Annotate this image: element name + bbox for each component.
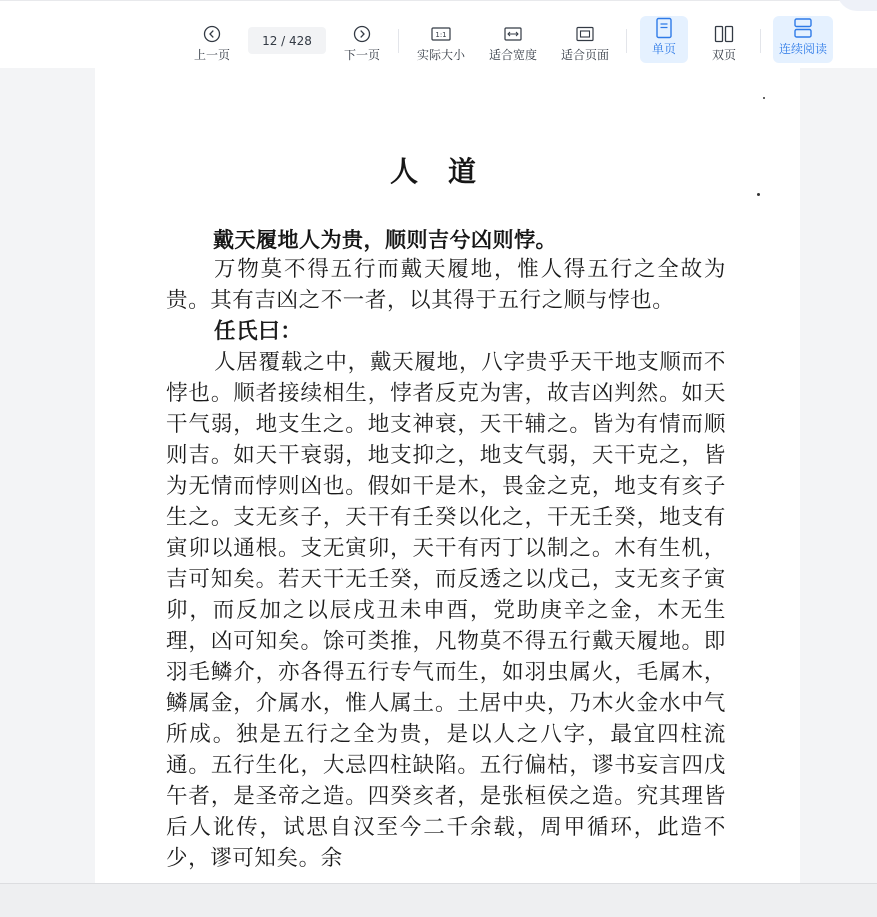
actual-size-button[interactable] xyxy=(414,15,468,63)
scan-speck xyxy=(757,193,760,196)
toolbar-divider xyxy=(760,29,761,53)
double-page-button[interactable] xyxy=(702,15,746,63)
fit-page-label: 适合页面 xyxy=(560,48,609,62)
fit-page-button[interactable] xyxy=(557,15,613,63)
page-body xyxy=(166,246,726,874)
document-viewer[interactable] xyxy=(0,68,877,883)
page-title: 人道 xyxy=(390,155,507,188)
fit-width-button[interactable] xyxy=(486,15,540,63)
single-page-button[interactable] xyxy=(640,16,688,63)
window-corner xyxy=(837,0,877,11)
double-page-icon xyxy=(713,23,735,45)
commentary-label: 任氏曰： xyxy=(214,319,303,344)
single-page-icon xyxy=(653,17,675,39)
fit-width-label: 适合宽度 xyxy=(488,48,537,62)
toolbar xyxy=(0,0,877,68)
double-page-label: 双页 xyxy=(711,48,736,62)
status-bar xyxy=(0,883,877,917)
next-page-button[interactable] xyxy=(340,15,384,63)
single-page-label: 单页 xyxy=(651,42,676,56)
actual-size-icon xyxy=(430,23,452,45)
paragraph: 人居覆载之中，戴天履地，八字贵乎天干地支顺而不悖也。顺者接续相生，悖者反克为害，故吉凶判然。如天干气弱，地支生之。地支神衰，天干辅之。皆为有情而顺则吉。如天干衰弱，地支抑之，地支气弱，天干克之，皆为无情而悖则凶也。假如干是木，畏金之克，地支有亥子生之。支无亥子，天干有壬癸以化之，干无壬癸，地支有寅卯以通根。支无寅卯，天干有丙丁以制之。木有生机，吉可知矣。若天干无壬癸，而反透之以戊己，支无亥子寅卯，而反加之以辰戌丑未申酉，党助庚辛之金，木无生理，凶可知矣。馀可类推，凡物莫不得五行戴天履地。即羽毛鳞介，亦各得五行专气而生，如羽虫属火，毛属木，鳞属金，介属水，惟人属土。土居中央，乃木火金水中气所成。独是五行之全为贵，是以人之八字，最宜四柱流通。五行生化，大忌四柱缺陷。五行偏枯，谬书妄言四戊午者，是圣帝之造。四癸亥者，是张桓侯之造。究其理皆后人讹传，试思自汉至今二千余载，周甲循环，此造不少，谬可知矣。余 xyxy=(166,350,726,871)
chevron-left-icon xyxy=(201,23,223,45)
fit-page-icon xyxy=(574,23,596,45)
chevron-right-icon xyxy=(351,23,373,45)
page-number-input[interactable]: 12 / 428 xyxy=(248,27,326,54)
prev-page-label: 上一页 xyxy=(193,48,230,62)
verse-heading: 戴天履地人为贵，顺则吉兮凶则悖。 xyxy=(213,227,557,252)
prev-page-button[interactable] xyxy=(190,15,234,63)
continuous-read-label: 连续阅读 xyxy=(778,42,827,56)
paragraph: 万物莫不得五行而戴天履地，惟人得五行之全故为贵。其有吉凶之不一者，以其得于五行之顺与悖也。 xyxy=(166,257,726,313)
fit-width-icon xyxy=(502,23,524,45)
continuous-read-icon xyxy=(792,17,814,39)
scan-speck xyxy=(763,97,765,99)
actual-size-label: 实际大小 xyxy=(416,48,465,62)
toolbar-divider xyxy=(626,29,627,53)
next-page-label: 下一页 xyxy=(343,48,380,62)
continuous-read-button[interactable] xyxy=(773,16,833,63)
svg-text:1:1: 1:1 xyxy=(435,30,447,39)
toolbar-divider xyxy=(398,29,399,53)
